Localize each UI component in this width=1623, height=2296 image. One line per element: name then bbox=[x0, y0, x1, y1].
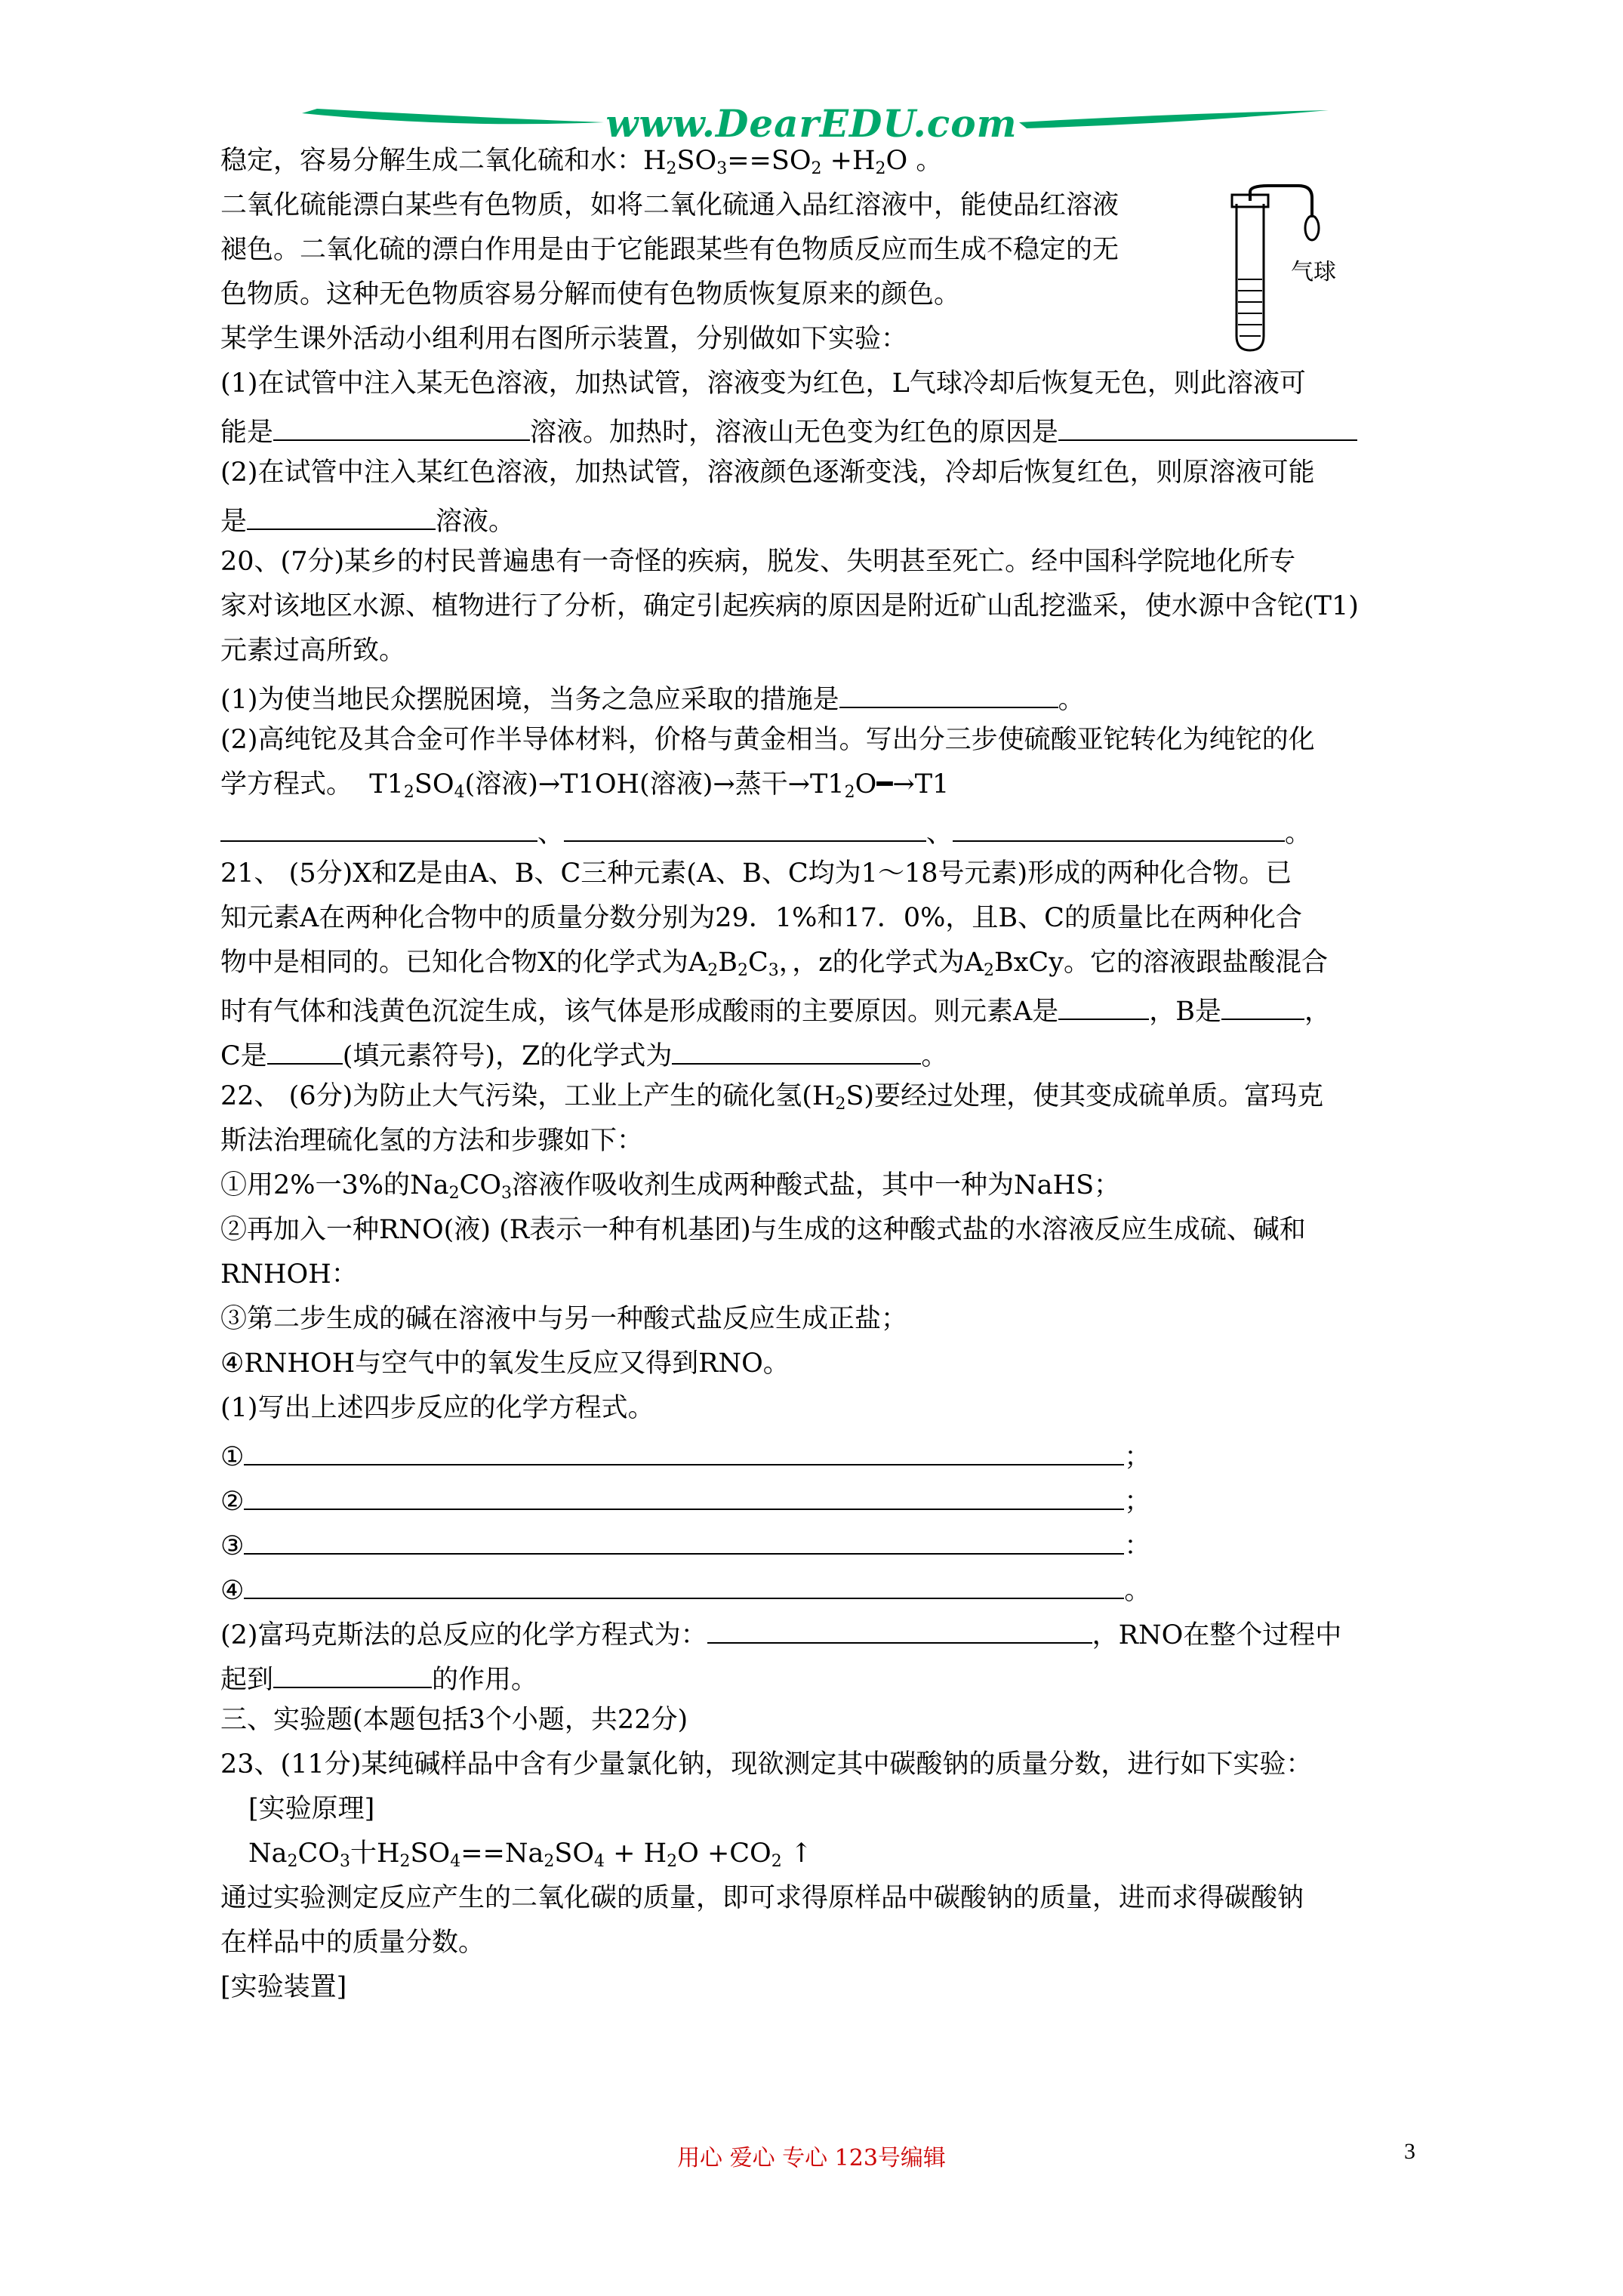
text-line: 能是 溶液。加热时，溶液山无色变为红色的原因是 bbox=[220, 406, 1418, 451]
text-line: 物中是相同的。已知化合物X的化学式为$A_2B_2C_3$，，z的化学式为$A_2BxCy$。它的溶液跟盐酸混合 bbox=[220, 948, 1328, 980]
text-line: 某学生课外活动小组利用右图所示装置，分别做如下实验： bbox=[220, 324, 908, 354]
answer-blank[interactable] bbox=[1058, 985, 1149, 1020]
text-line: 20、(7分)某乡的村民普遍患有一奇怪的疾病，脱发、失明甚至死亡。经中国科学院地化所专 bbox=[220, 547, 1296, 577]
text-line: C是 (填元素符号)，Z的化学式为 。 bbox=[220, 1030, 1418, 1074]
reaction-equation: $Na_2CO_3$十$H_2SO_4==Na_2SO_4 + H_2O +CO_2$ ↑ bbox=[248, 1838, 813, 1871]
text-line: 斯法治理硫化氢的方法和步骤如下： bbox=[220, 1126, 644, 1156]
formula-h2so3: $H_2SO_3==SO_2 +H_2O$ 。 bbox=[643, 146, 943, 178]
text-line: (1)为使当地民众摆脱困境，当务之急应采取的措施是 。 bbox=[220, 673, 1418, 718]
text-line: 起到 的作用。 bbox=[220, 1653, 1418, 1698]
formula-na2co3: $Na_2CO_3$ bbox=[410, 1170, 513, 1203]
text-line: ①用2%一3%的$Na_2CO_3$溶液作吸收剂生成两种酸式盐，其中一种为NaHS； bbox=[220, 1170, 1121, 1203]
formula-z: $A_2BxCy$ bbox=[964, 948, 1064, 980]
text-line: 时有气体和浅黄色沉淀生成，该气体是形成酸雨的主要原因。则元素A是 ，B是 ， bbox=[220, 985, 1418, 1030]
text-line: 在样品中的质量分数。 bbox=[220, 1928, 485, 1958]
footer-note: 用心 爱心 专心 123号编辑 bbox=[677, 2145, 946, 2171]
answer-blank[interactable] bbox=[244, 1564, 1124, 1599]
text-line: [实验装置] bbox=[220, 1972, 347, 2002]
answer-blank[interactable] bbox=[244, 1475, 1124, 1510]
formula-tl-process: $T1_2SO_4$(溶液)→T1OH(溶液)→蒸干$\to T1_2O━\to T1$ bbox=[369, 769, 950, 802]
text-line: 21、 (5分)X和Z是由A、B、C三种元素(A、B、C均为1～18号元素)形成的两种化合物。已 bbox=[220, 858, 1292, 889]
text-line: 22、 (6分)为防止大气污染，工业上产生的硫化氢$(H_2S)$要经过处理，使其变成硫单质。富玛克 bbox=[220, 1081, 1324, 1114]
text-line: ④ 。 bbox=[220, 1564, 1418, 1609]
answer-blank[interactable] bbox=[267, 1030, 343, 1065]
answer-blank[interactable] bbox=[273, 1653, 432, 1688]
text-line: ③ ： bbox=[220, 1520, 1418, 1564]
section-heading: 三、实验题(本题包括3个小题，共22分) bbox=[220, 1705, 688, 1735]
answer-blank[interactable] bbox=[672, 1030, 921, 1065]
answer-blank[interactable] bbox=[564, 807, 926, 842]
balloon-label: 气球 bbox=[1291, 259, 1336, 285]
text-line: 二氧化硫能漂白某些有色物质，如将二氧化硫通入品红溶液中，能使品红溶液 bbox=[220, 190, 1119, 220]
text-line: 23、(11分)某纯碱样品中含有少量氯化钠，现欲测定其中碳酸钠的质量分数，进行如下实验： bbox=[220, 1749, 1313, 1780]
text-line: (1)在试管中注入某无色溶液，加热试管，溶液变为红色，L气球冷却后恢复无色，则此溶液可 bbox=[220, 368, 1306, 399]
site-logo-text: www.DearEDU.com bbox=[605, 101, 1018, 146]
formula-x: $A_2B_2C_3$， bbox=[688, 948, 793, 980]
text-line: 色物质。这种无色物质容易分解而使有色物质恢复原来的颜色。 bbox=[220, 279, 961, 310]
page-number: 3 bbox=[1404, 2139, 1415, 2164]
text-line: ③第二步生成的碱在溶液中与另一种酸式盐反应生成正盐； bbox=[220, 1304, 908, 1334]
text-line: 稳定，容易分解生成二氧化硫和水：$H_2SO_3==SO_2 +H_2O$ 。 bbox=[220, 146, 943, 178]
text-line: 学方程式。 $T1_2SO_4$(溶液)→T1OH(溶液)→蒸干$\to T1_2O━\to T1$ bbox=[220, 769, 950, 802]
text-line: (2)富玛克斯法的总反应的化学方程式为： ，RNO在整个过程中 bbox=[220, 1609, 1418, 1653]
answer-blank[interactable] bbox=[273, 406, 530, 441]
answer-blank[interactable] bbox=[953, 807, 1285, 842]
text-line: 元素过高所致。 bbox=[220, 636, 406, 666]
text-line: 通过实验测定反应产生的二氧化碳的质量，即可求得原样品中碳酸钠的质量，进而求得碳酸钠 bbox=[220, 1883, 1304, 1913]
text-line: ① ； bbox=[220, 1431, 1418, 1475]
text-line: [实验原理] bbox=[248, 1794, 375, 1824]
answer-blank[interactable] bbox=[220, 807, 537, 842]
answer-blank[interactable] bbox=[1221, 985, 1304, 1020]
answer-blank[interactable] bbox=[244, 1431, 1124, 1465]
answer-blank[interactable] bbox=[247, 495, 436, 530]
text-line: 家对该地区水源、植物进行了分析，确定引起疾病的原因是附近矿山乱挖滥采，使水源中含铊(T1) bbox=[220, 591, 1359, 621]
text-line: ② ； bbox=[220, 1475, 1418, 1520]
document-body bbox=[220, 139, 1418, 2010]
answer-blank[interactable] bbox=[839, 673, 1058, 708]
answer-blank[interactable] bbox=[1058, 406, 1357, 441]
answer-blank[interactable] bbox=[707, 1609, 1092, 1644]
formula-h2s: $H_2S$ bbox=[812, 1081, 864, 1114]
text-line: ④RNHOH与空气中的氧发生反应又得到RNO。 bbox=[220, 1348, 790, 1379]
text-line: (2)在试管中注入某红色溶液，加热试管，溶液颜色逐渐变浅，冷却后恢复红色，则原溶液可能 bbox=[220, 458, 1315, 488]
text-line: 、 、 。 bbox=[220, 807, 1418, 852]
text-line: 知元素A在两种化合物中的质量分数分别为29．1%和17．0%，且B、C的质量比在两种化合 bbox=[220, 903, 1302, 933]
text-line: (2)高纯铊及其合金可作半导体材料，价格与黄金相当。写出分三步使硫酸亚铊转化为纯铊的化 bbox=[220, 725, 1315, 755]
text-line: 褪色。二氧化硫的漂白作用是由于它能跟某些有色物质反应而生成不稳定的无 bbox=[220, 235, 1119, 265]
text-line: ②再加入一种RNO(液) (R表示一种有机基团)与生成的这种酸式盐的水溶液反应生成硫、碱和 bbox=[220, 1215, 1306, 1245]
text-line: RNHOH： bbox=[220, 1259, 358, 1290]
text-line: 是 溶液。 bbox=[220, 495, 1418, 540]
text-line: (1)写出上述四步反应的化学方程式。 bbox=[220, 1393, 654, 1423]
answer-blank[interactable] bbox=[244, 1520, 1124, 1555]
